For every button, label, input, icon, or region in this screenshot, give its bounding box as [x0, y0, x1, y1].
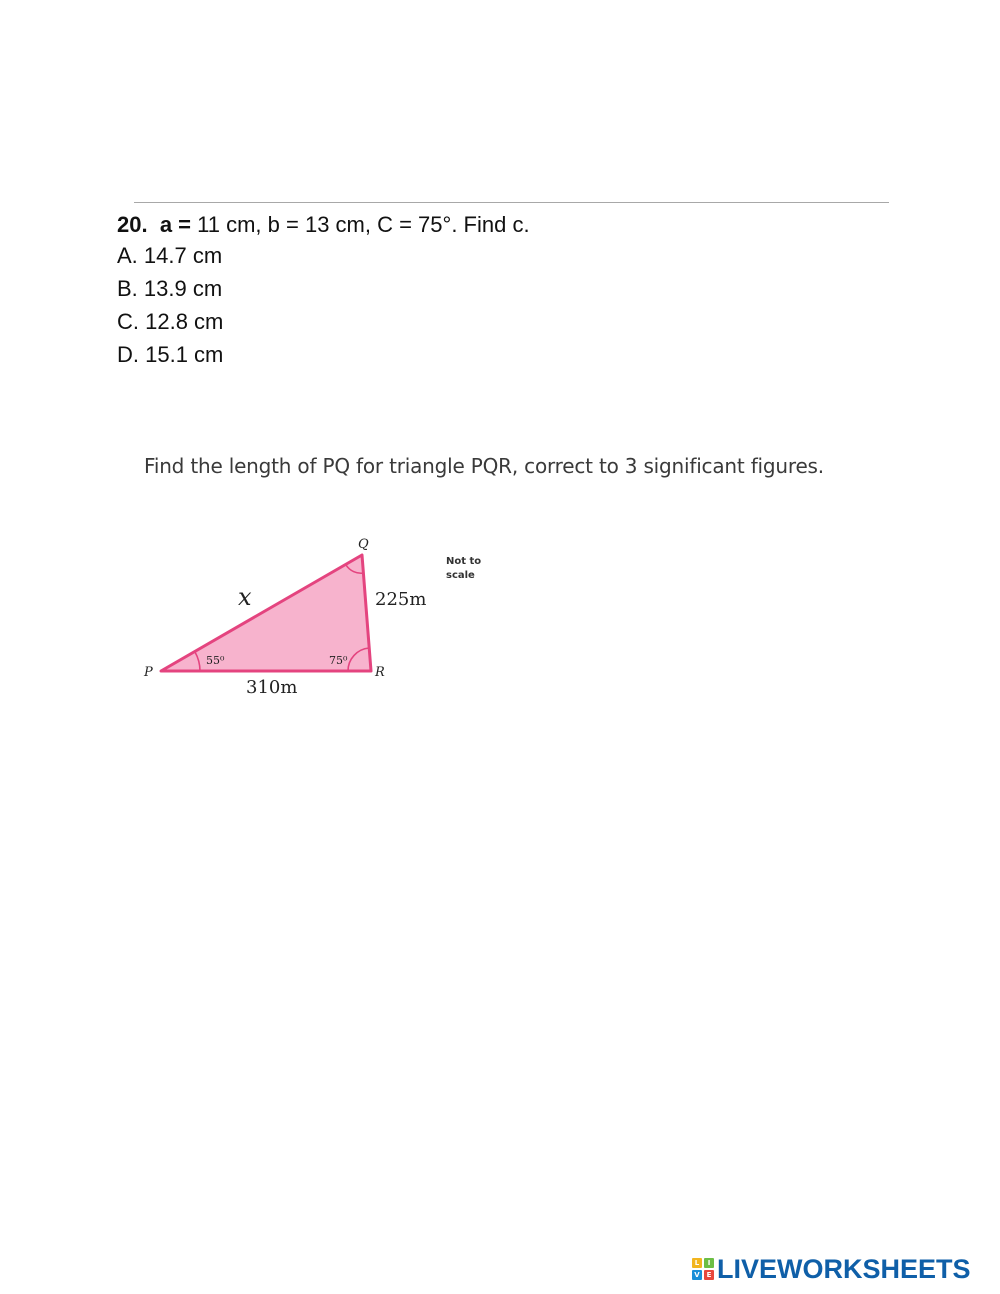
vertex-label-r: R — [375, 665, 385, 680]
liveworksheets-logo-icon — [692, 1258, 714, 1280]
liveworksheets-logo — [692, 1252, 971, 1286]
horizontal-divider — [134, 202, 889, 203]
logo-tile-v: V — [692, 1270, 702, 1280]
logo-tile-i: I — [704, 1258, 714, 1268]
question-number: 20. — [117, 212, 148, 237]
logo-tile-l: L — [692, 1258, 702, 1268]
logo-tile-e: E — [704, 1270, 714, 1280]
side-label-pq: x — [238, 583, 252, 611]
side-label-qr: 225m — [375, 589, 427, 610]
triangle-figure — [130, 525, 510, 710]
vertex-label-q: Q — [358, 537, 369, 552]
brand-name: LIVEWORKSHEETS — [717, 1253, 971, 1284]
option-a[interactable]: A. 14.7 cm — [117, 243, 223, 268]
question-text: 11 cm, b = 13 cm, C = 75°. Find c. — [191, 212, 530, 237]
option-c[interactable]: C. 12.8 cm — [117, 309, 224, 334]
question-a-label: a = — [159, 212, 192, 237]
answer-options — [117, 239, 223, 371]
vertex-label-p: P — [144, 665, 153, 680]
side-label-pr: 310m — [246, 677, 298, 698]
angle-label-p: 55⁰ — [206, 654, 225, 667]
not-to-scale-note: Not to scale — [446, 556, 482, 581]
option-d[interactable]: D. 15.1 cm — [117, 342, 224, 367]
question-20 — [117, 208, 530, 241]
option-b[interactable]: B. 13.9 cm — [117, 276, 223, 301]
triangle-prompt: Find the length of PQ for triangle PQR, correct to 3 significant figures. — [144, 454, 824, 478]
angle-label-r: 75⁰ — [329, 654, 348, 667]
